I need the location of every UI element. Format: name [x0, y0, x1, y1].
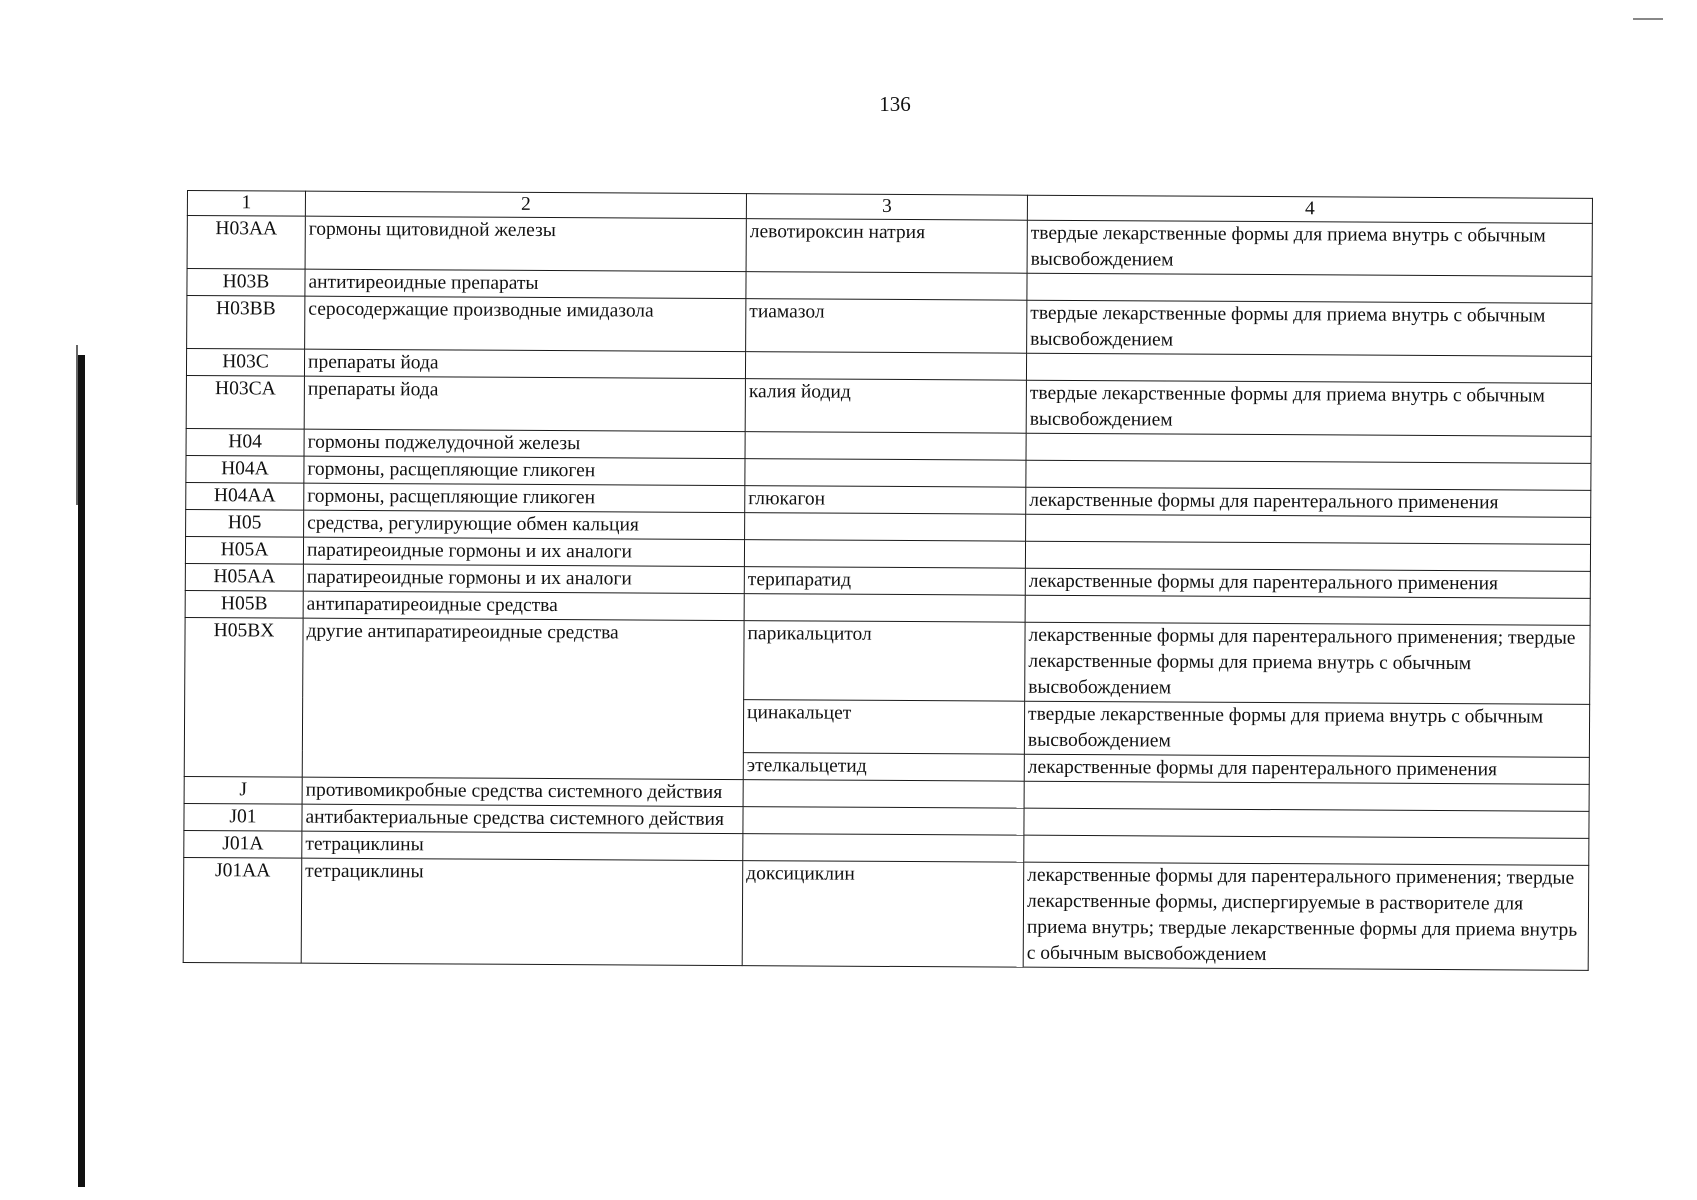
anatomical-therapeutic-group-cell: антитиреоидные препараты: [305, 269, 746, 298]
dosage-forms-cell: [1024, 835, 1589, 865]
drug-name-cell: глюкагон: [745, 486, 1026, 515]
drug-name-cell: [745, 352, 1026, 381]
page-number: 136: [879, 92, 911, 116]
dosage-forms-cell: [1024, 808, 1589, 838]
drug-name-cell: левотироксин натрия: [746, 219, 1027, 274]
scan-margin-bar: [78, 355, 85, 1187]
anatomical-therapeutic-group-cell: другие антипаратиреоидные средства: [302, 618, 744, 779]
drug-name-cell: калия йодид: [745, 379, 1026, 434]
atc-code-cell: H03B: [187, 269, 305, 297]
dosage-forms-cell: твердые лекарственные формы для приема внутрь с обычным высвобождением: [1027, 300, 1592, 356]
anatomical-therapeutic-group-cell: гормоны, расщепляющие гликоген: [304, 483, 745, 512]
dosage-forms-cell: [1026, 460, 1591, 490]
atc-code-cell: J01A: [184, 830, 302, 858]
drug-name-cell: [745, 459, 1026, 488]
drug-name-cell: этелкальцетид: [743, 753, 1024, 782]
atc-code-cell: H03CA: [186, 375, 304, 429]
column-number: 3: [746, 194, 1027, 221]
drug-name-cell: доксициклин: [742, 861, 1024, 968]
dosage-forms-cell: лекарственные формы для парентерального применения: [1025, 568, 1590, 598]
scan-corner-mark: [1633, 18, 1663, 20]
anatomical-therapeutic-group-cell: паратиреоидные гормоны и их аналоги: [303, 564, 744, 593]
atc-code-cell: H03C: [186, 349, 304, 377]
anatomical-therapeutic-group-cell: препараты йода: [304, 349, 745, 378]
drug-name-cell: терипаратид: [744, 567, 1025, 596]
anatomical-therapeutic-group-cell: средства, регулирующие обмен кальция: [304, 510, 745, 539]
drug-name-cell: тиамазол: [746, 299, 1027, 354]
atc-code-cell: J01AA: [183, 857, 302, 963]
dosage-forms-cell: лекарственные формы для парентерального применения: [1024, 754, 1589, 784]
drug-name-cell: [744, 540, 1025, 569]
table-row: [185, 617, 1590, 704]
dosage-forms-cell: [1024, 781, 1589, 811]
atc-code-cell: H04AA: [186, 482, 304, 510]
drug-name-cell: [745, 513, 1026, 542]
dosage-forms-cell: [1025, 595, 1590, 625]
column-number: 1: [187, 191, 305, 217]
drug-name-cell: [743, 807, 1024, 836]
dosage-forms-cell: твердые лекарственные формы для приема внутрь с обычным высвобождением: [1027, 220, 1592, 276]
anatomical-therapeutic-group-cell: паратиреоидные гормоны и их аналоги: [303, 537, 744, 566]
drug-name-cell: [743, 834, 1024, 863]
anatomical-therapeutic-group-cell: тетрациклины: [302, 831, 743, 860]
atc-code-cell: H05BX: [184, 617, 303, 777]
drug-name-cell: [745, 432, 1026, 461]
dosage-forms-cell: твердые лекарственные формы для приема внутрь с обычным высвобождением: [1024, 701, 1589, 757]
dosage-forms-cell: лекарственные формы для парентерального применения; твердые лекарственные формы, диспергируемые в растворителе для приема внутрь; твердые лекарственные формы для приема внутрь с обычным высвобождением: [1023, 862, 1589, 970]
table-row: [183, 857, 1589, 970]
atc-code-cell: H03BB: [187, 296, 305, 350]
anatomical-therapeutic-group-cell: гормоны поджелудочной железы: [304, 429, 745, 458]
drug-name-cell: цинакальцет: [743, 700, 1024, 755]
atc-code-cell: H04A: [186, 455, 304, 483]
drug-name-cell: [743, 780, 1024, 809]
dosage-forms-cell: лекарственные формы для парентерального применения; твердые лекарственные формы для приема внутрь с обычным высвобождением: [1025, 622, 1590, 704]
dosage-forms-cell: [1025, 541, 1590, 571]
atc-code-cell: H05AA: [185, 563, 303, 591]
atc-code-cell: H04: [186, 428, 304, 456]
anatomical-therapeutic-group-cell: гормоны, расщепляющие гликоген: [304, 456, 745, 485]
atc-code-cell: H03AA: [187, 216, 305, 270]
table-row: [187, 216, 1592, 277]
atc-code-cell: J: [184, 776, 302, 804]
dosage-forms-cell: [1026, 514, 1591, 544]
table-row: [186, 375, 1591, 436]
atc-code-cell: J01: [184, 803, 302, 831]
anatomical-therapeutic-group-cell: противомикробные средства системного действия: [302, 777, 743, 806]
anatomical-therapeutic-group-cell: серосодержащие производные имидазола: [305, 296, 746, 351]
column-number: 4: [1027, 195, 1592, 223]
anatomical-therapeutic-group-cell: антибактериальные средства системного действия: [302, 804, 743, 833]
drug-name-cell: [744, 594, 1025, 623]
drug-name-cell: [746, 272, 1027, 301]
drug-name-cell: парикальцитол: [744, 621, 1025, 702]
dosage-forms-cell: твердые лекарственные формы для приема внутрь с обычным высвобождением: [1026, 380, 1591, 436]
anatomical-therapeutic-group-cell: гормоны щитовидной железы: [305, 216, 746, 271]
anatomical-therapeutic-group-cell: тетрациклины: [301, 858, 743, 965]
anatomical-therapeutic-group-cell: препараты йода: [304, 376, 745, 431]
dosage-forms-cell: лекарственные формы для парентерального применения: [1026, 487, 1591, 517]
drug-classification-table: [183, 190, 1593, 971]
atc-code-cell: H05: [186, 509, 304, 537]
atc-code-cell: H05B: [185, 590, 303, 618]
dosage-forms-cell: [1026, 433, 1591, 463]
column-number: 2: [305, 191, 746, 218]
dosage-forms-cell: [1026, 353, 1591, 383]
atc-code-cell: H05A: [185, 536, 303, 564]
anatomical-therapeutic-group-cell: антипаратиреоидные средства: [303, 591, 744, 620]
dosage-forms-cell: [1027, 273, 1592, 303]
table-row: [187, 296, 1592, 357]
